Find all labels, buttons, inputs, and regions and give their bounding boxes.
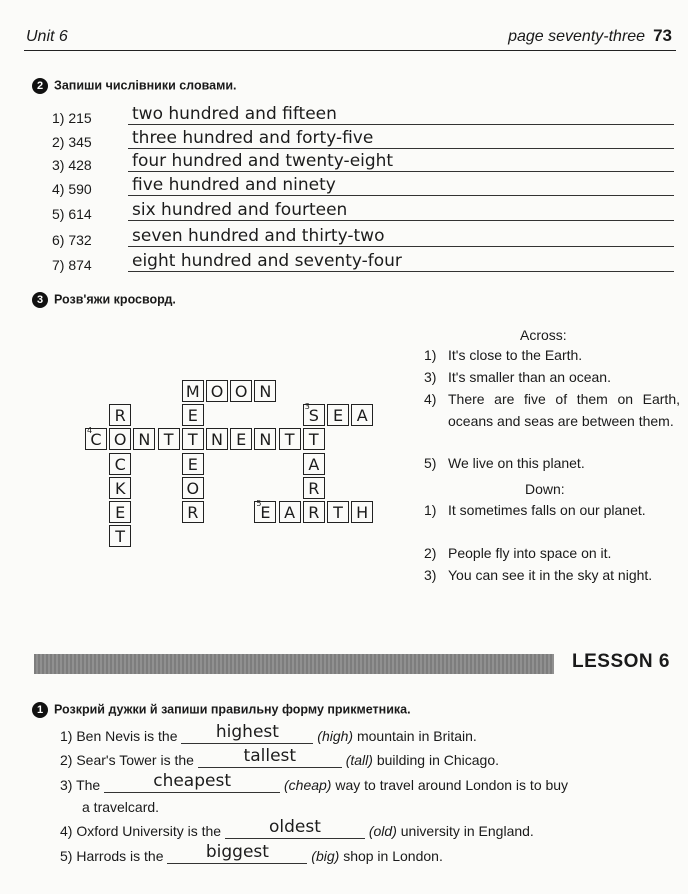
crossword-cell [182,380,204,402]
numeral-row [0,202,688,226]
adjective-row [60,817,534,839]
crossword-letter: T [163,430,174,450]
adjective-row [60,746,500,768]
crossword-letter: R [308,478,320,498]
text-before: Ben Nevis is the [76,728,178,744]
crossword-cell [109,501,131,523]
hint: (big) [311,848,340,864]
text-after-2: a travelcard. [82,799,160,815]
clue-text: We live on this planet. [448,455,585,471]
answer-text: oldest [269,817,321,837]
crossword-cell [109,477,131,499]
clue-text: It's smaller than an ocean. [448,369,611,385]
hint: (old) [368,823,397,839]
crossword-cell [182,428,204,450]
item-number: 1) [60,728,73,744]
lesson-band [34,654,554,674]
task2-title [32,78,236,94]
crossword-cell [303,501,325,523]
crossword-letter: O [210,382,224,401]
across-heading: Across: [520,327,567,343]
across-clue [424,345,680,367]
clue-number: 2) [424,545,437,561]
page-text: page seventy-three [508,28,646,45]
crossword-cell [279,428,301,450]
numeral-label: 3) 428 [52,157,92,173]
crossword-cell [182,477,204,499]
task3-badge: 3 [32,292,48,308]
crossword-letter: C [114,454,126,474]
numeral-row [0,106,688,130]
answer-text: highest [215,722,279,742]
crossword-cell [327,404,349,426]
clue-text: It sometimes falls on our planet. [448,502,646,518]
crossword-letter: R [187,503,199,522]
crossword-letter: A [356,406,368,426]
crossword-letter: E [236,430,247,450]
crossword-letter: E [332,406,344,426]
crossword-cell [303,477,325,499]
numeral-label: 1) 215 [52,110,92,126]
task1-title [32,702,411,718]
numeral-row [0,153,688,177]
across-clue [424,389,680,432]
crossword-cell [133,428,155,450]
crossword-letter: E [260,503,271,522]
crossword-letter: E [187,454,198,474]
answer-blank [198,746,342,768]
clue-number: 3) [424,369,437,385]
crossword-letter: N [138,430,151,450]
crossword-cell [351,501,373,523]
numeral-label: 6) 732 [52,232,92,248]
crossword-clue-number: 3 [304,402,310,412]
crossword-letter: T [115,527,126,547]
answer-blank [104,771,280,793]
answer-line [128,220,674,221]
crossword-cell [327,501,349,523]
crossword-letter: O [113,430,127,450]
down-clue [424,543,680,565]
text-after: way to travel around London is to buy [335,777,569,793]
clue-number: 4) [424,391,437,407]
answer-line [128,246,674,247]
across-clue [424,367,680,389]
crossword-cell [279,501,301,523]
answer-blank [225,817,365,839]
crossword-cell [351,404,373,426]
numeral-label: 2) 345 [52,134,92,150]
numeral-row [0,228,688,252]
task2-badge: 2 [32,78,48,94]
numeral-answer: seven hundred and thirty-two [132,226,385,246]
crossword-letter: T [333,503,343,522]
header-divider [24,50,676,51]
clue-text: People fly into space on it. [448,545,612,561]
lesson-title: LESSON 6 [572,651,670,672]
numeral-answer: five hundred and ninety [132,175,336,195]
page-number: 73 [653,26,672,45]
item-number: 2) [60,752,73,768]
answer-text: cheapest [153,771,231,791]
numeral-answer: eight hundred and seventy-four [132,251,402,271]
crossword-cell [182,404,204,426]
answer-line [128,171,674,172]
adjective-row [60,771,569,793]
clue-text: You can see it in the sky at night. [448,567,653,583]
answer-line [128,271,674,272]
answer-text: biggest [205,842,269,862]
crossword-letter: T [284,430,295,450]
crossword-cell [109,404,131,426]
crossword-cell [303,404,325,426]
crossword-cell [109,453,131,475]
crossword-letter: E [187,406,198,426]
answer-line [128,124,674,125]
crossword-cell [109,525,131,547]
crossword-cell [254,501,276,523]
crossword-letter: H [356,503,369,522]
task3-title-text: Розв'яжи кросворд. [54,292,176,307]
clue-number: 5) [424,455,437,471]
crossword-letter: R [114,406,126,426]
answer-blank [167,842,307,864]
crossword-letter: T [308,430,319,450]
crossword-letter: S [308,406,319,426]
crossword-letter: E [115,503,126,522]
crossword-cell [158,428,180,450]
text-after: mountain in Britain. [356,728,477,744]
numeral-answer: two hundred and fifteen [132,104,337,124]
answer-blank [181,722,313,744]
answer-text: tallest [243,746,297,766]
text-before: The [76,777,101,793]
adjective-row [60,722,477,744]
crossword-letter: N [259,430,272,450]
crossword-cell [230,428,252,450]
crossword-cell [182,501,204,523]
crossword-cell [230,380,252,402]
item-number: 5) [60,848,73,864]
crossword-letter: C [90,430,102,450]
crossword-clue-number: 4 [87,426,93,436]
hint: (tall) [345,752,373,768]
numeral-answer: six hundred and fourteen [132,200,348,220]
unit-label: Unit 6 [26,28,68,45]
down-clue [424,565,680,587]
item-number: 3) [60,777,73,793]
hint: (high) [317,728,354,744]
crossword-cell [109,428,131,450]
crossword-cell [206,380,228,402]
page-label [508,26,672,46]
down-clue [424,500,680,522]
crossword-letter: T [187,430,198,450]
crossword-letter: R [308,503,320,522]
numeral-answer: four hundred and twenty-eight [132,151,394,171]
text-before: Sear's Tower is the [76,752,194,768]
crossword-letter: A [284,503,296,522]
crossword-letter: A [308,454,320,474]
crossword-letter: O [186,478,200,498]
clue-text: There are five of them on Earth, oceans and seas are between them. [448,391,680,429]
crossword-cell [303,428,325,450]
numeral-row [0,253,688,277]
crossword-cell [254,380,276,402]
item-number: 4) [60,823,73,839]
numeral-label: 5) 614 [52,206,92,222]
task1-badge: 1 [32,702,48,718]
down-heading: Down: [525,481,565,497]
clue-number: 1) [424,347,437,363]
numeral-answer: three hundred and forty-five [132,128,374,148]
crossword-cell [303,453,325,475]
answer-line [128,148,674,149]
text-after: building in Chicago. [376,752,500,768]
task1-title-text: Розкрий дужки й запиши правильну форму прикметника. [54,702,411,717]
numeral-label: 4) 590 [52,181,92,197]
across-clue [424,453,680,475]
adjective-row [60,842,443,864]
task3-title [32,292,176,308]
text-after: shop in London. [343,848,443,864]
crossword-letter: K [114,478,126,498]
crossword-letter: N [211,430,223,450]
text-before: Harrods is the [76,848,164,864]
text-before: Oxford University is the [76,823,222,839]
task2-title-text: Запиши числівники словами. [54,78,237,93]
crossword-letter: M [185,382,200,401]
answer-line [128,195,674,196]
numeral-label: 7) 874 [52,257,92,273]
clue-number: 3) [424,567,437,583]
hint: (cheap) [284,777,332,793]
crossword-clue-number: 5 [256,499,262,508]
crossword-cell [206,428,228,450]
crossword-letter: O [234,382,248,401]
clue-text: It's close to the Earth. [448,347,583,363]
clue-number: 1) [424,502,437,518]
crossword-cell [182,453,204,475]
text-after: university in England. [400,823,534,839]
crossword-letter: N [259,382,272,401]
numeral-row [0,177,688,201]
crossword-cell [254,428,276,450]
adjective-row-continuation [82,799,159,815]
crossword-cell [85,428,107,450]
